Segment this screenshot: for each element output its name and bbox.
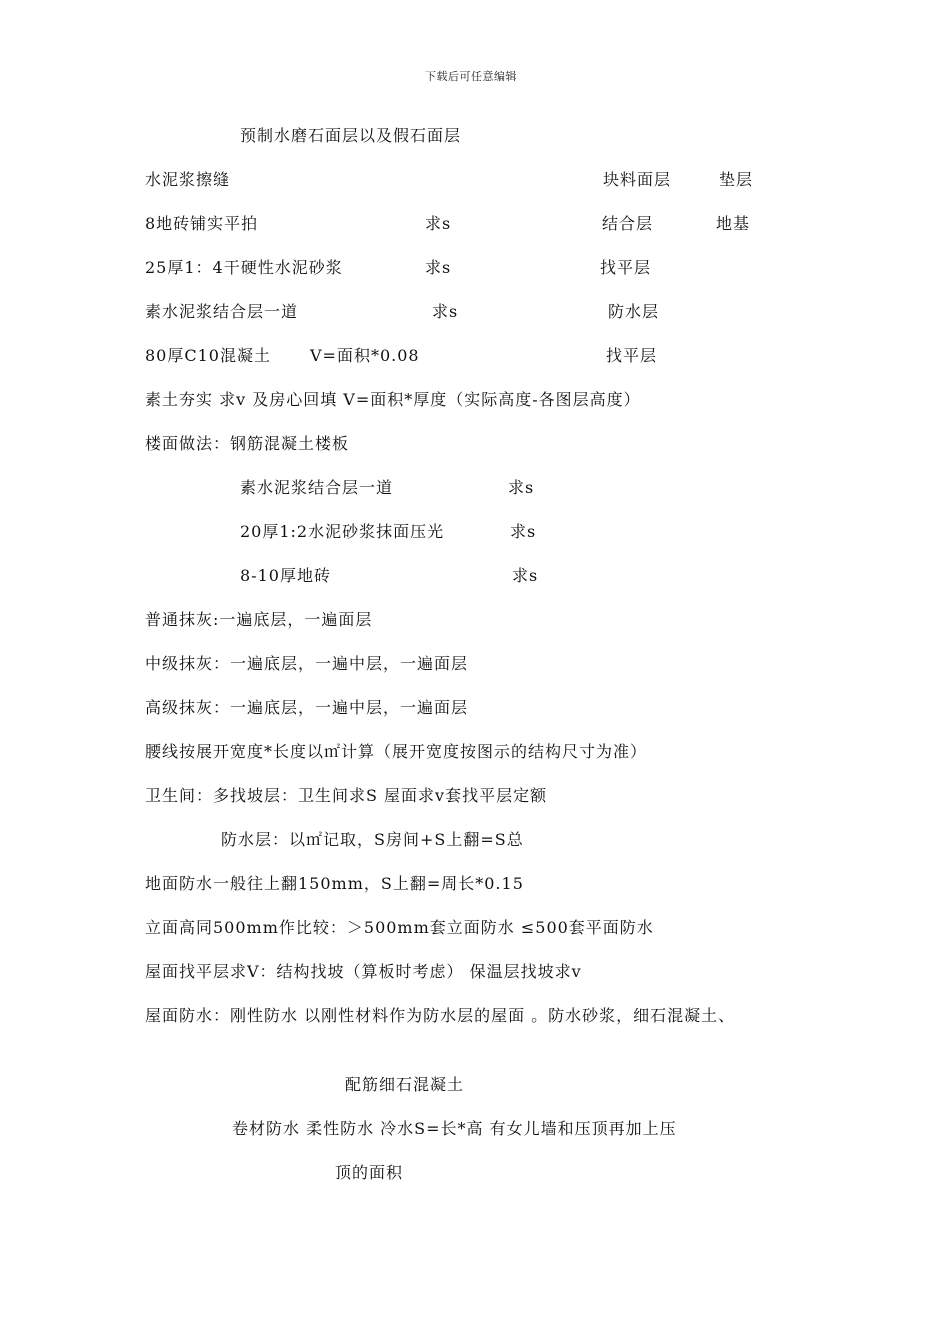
line-2-right-1: 结合层: [602, 214, 654, 233]
line-1-right-2: 垫层: [719, 170, 754, 189]
line-3-left: 25厚1：4干硬性水泥砂浆: [145, 258, 343, 277]
line-2-mid: 求s: [425, 214, 452, 233]
line-12: 中级抹灰：一遍底层，一遍中层，一遍面层: [145, 654, 469, 673]
line-9-mid: 求s: [510, 522, 537, 541]
line-5-mid: V=面积*0.08: [310, 346, 420, 365]
line-21: 配筋细石混凝土: [345, 1075, 465, 1094]
line-10-left: 8-10厚地砖: [240, 566, 331, 585]
line-4-right-1: 防水层: [608, 302, 660, 321]
line-10-mid: 求s: [512, 566, 539, 585]
line-7: 楼面做法：钢筋混凝土楼板: [145, 434, 350, 453]
line-19: 屋面找平层求V：结构找坡（算板时考虑） 保温层找坡求v: [145, 962, 582, 981]
document-title: 预制水磨石面层以及假石面层: [240, 126, 462, 145]
line-18: 立面高同500mm作比较：＞500mm套立面防水 ≤500套平面防水: [145, 918, 654, 937]
line-3-right-1: 找平层: [600, 258, 652, 277]
line-1-left: 水泥浆擦缝: [145, 170, 231, 189]
line-5-right-1: 找平层: [606, 346, 658, 365]
line-2-right-2: 地基: [716, 214, 751, 233]
line-5-left: 80厚C10混凝土: [145, 346, 271, 365]
line-8-left: 素水泥浆结合层一道: [240, 478, 394, 497]
line-4-left: 素水泥浆结合层一道: [145, 302, 299, 321]
line-1-right-1: 块料面层: [603, 170, 672, 189]
line-4-mid: 求s: [432, 302, 459, 321]
line-11: 普通抹灰:一遍底层，一遍面层: [145, 610, 373, 629]
line-23: 顶的面积: [335, 1163, 404, 1182]
line-13: 高级抹灰：一遍底层，一遍中层，一遍面层: [145, 698, 469, 717]
line-8-mid: 求s: [508, 478, 535, 497]
line-6: 素土夯实 求v 及房心回填 V=面积*厚度（实际高度-各图层高度）: [145, 390, 641, 409]
line-9-left: 20厚1:2水泥砂浆抹面压光: [240, 522, 445, 541]
line-16: 防水层：以㎡记取，S房间+S上翻=S总: [221, 830, 524, 849]
line-2-left: 8地砖铺实平拍: [145, 214, 259, 233]
line-3-mid: 求s: [425, 258, 452, 277]
line-20: 屋面防水：刚性防水 以刚性材料作为防水层的屋面 。防水砂浆，细石混凝土、: [145, 1006, 736, 1025]
line-22: 卷材防水 柔性防水 冷水S=长*高 有女儿墙和压顶再加上压: [232, 1119, 677, 1138]
line-14: 腰线按展开宽度*长度以㎡计算（展开宽度按图示的结构尺寸为准）: [145, 742, 648, 761]
line-15: 卫生间：多找坡层：卫生间求S 屋面求v套找平层定额: [145, 786, 548, 805]
line-17: 地面防水一般往上翻150mm，S上翻=周长*0.15: [145, 874, 524, 893]
page-header: 下载后可任意编辑: [425, 70, 517, 83]
